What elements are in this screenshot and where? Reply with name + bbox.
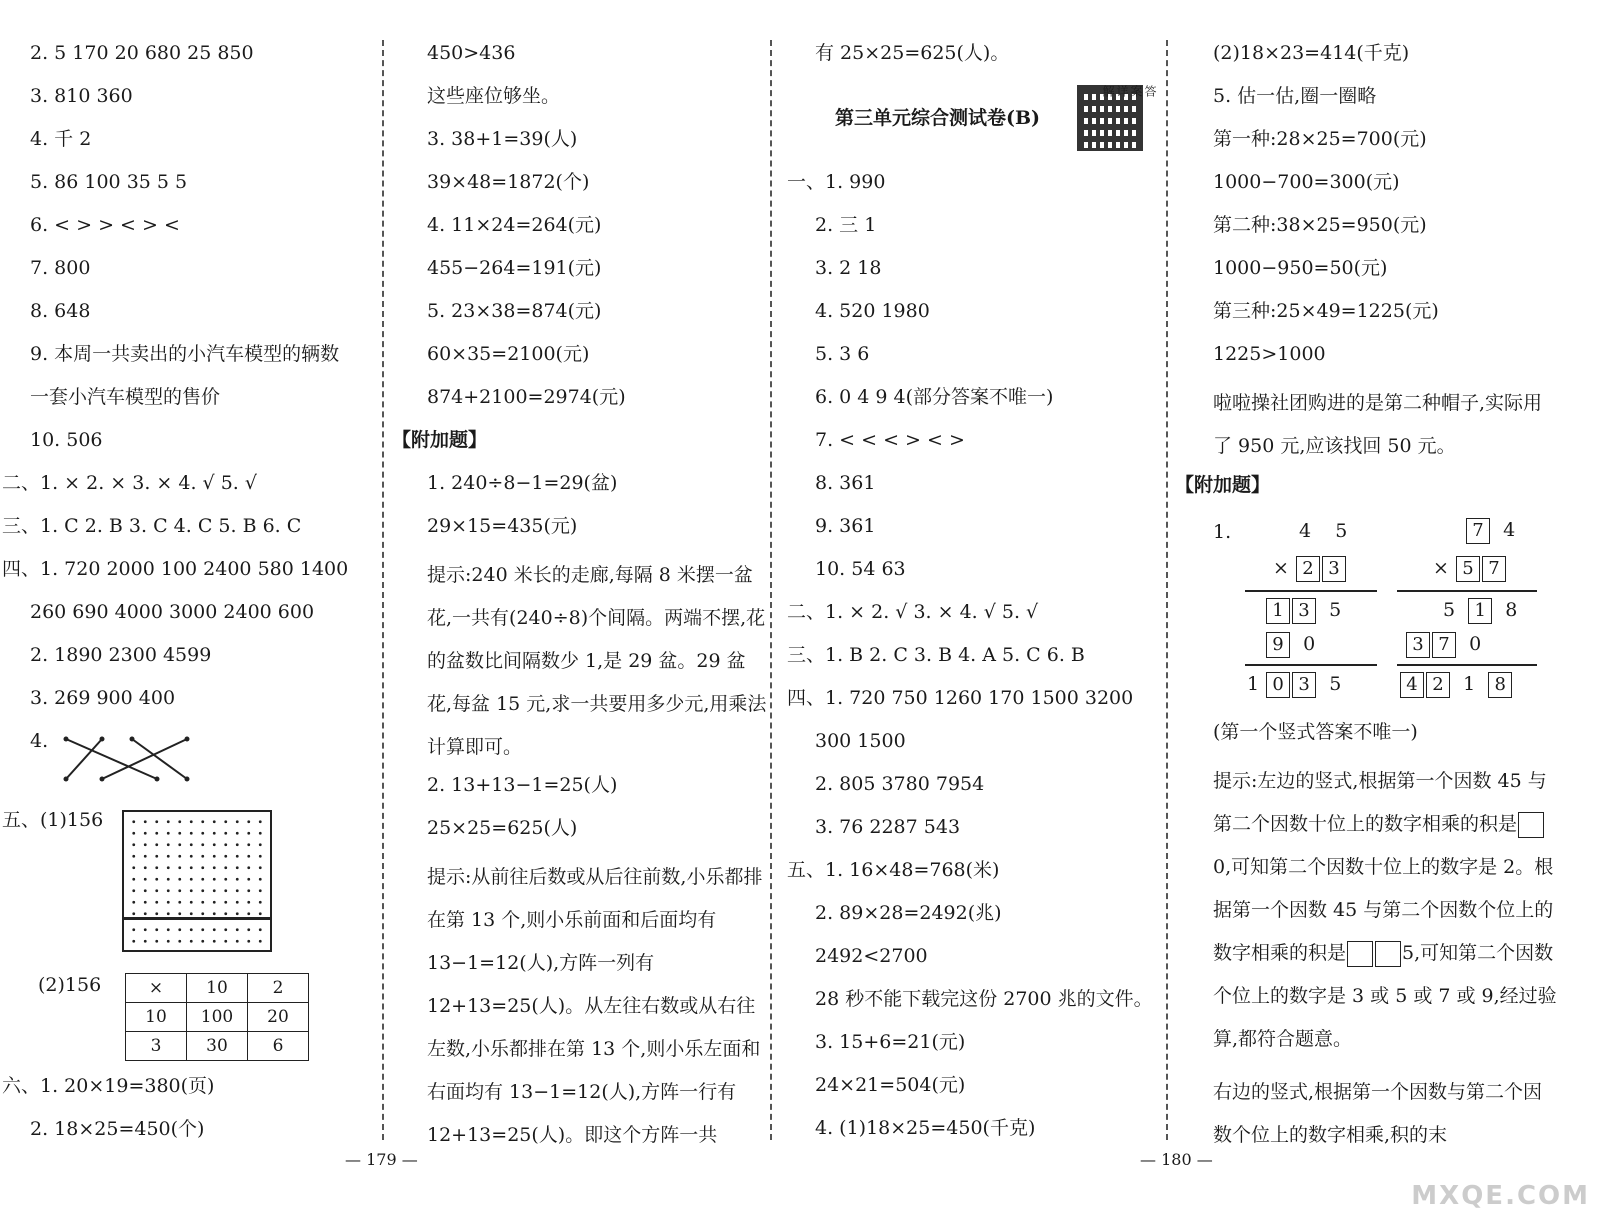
answer-line: 2. 1890 2300 4599 bbox=[30, 644, 212, 666]
column-divider bbox=[382, 40, 384, 1140]
answer-line: 2. 13+13−1=25(人) bbox=[427, 774, 618, 796]
filled-box: 5 bbox=[1456, 556, 1480, 582]
answer-paragraph: 啦啦操社团购进的是第二种帽子,实际用了 950 元,应该找回 50 元。 bbox=[1213, 392, 1543, 457]
table-cell: 6 bbox=[248, 1032, 309, 1061]
answer-line: 第二种:38×25=950(元) bbox=[1213, 214, 1427, 236]
table-cell: 100 bbox=[187, 1003, 248, 1032]
answer-line: 10. 506 bbox=[30, 429, 103, 451]
answer-line: 3. 38+1=39(人) bbox=[427, 128, 578, 150]
matching-lines-figure bbox=[62, 735, 192, 785]
table-cell: 10 bbox=[187, 974, 248, 1003]
multiplication-table bbox=[125, 973, 309, 1061]
answer-line: 有 25×25=625(人)。 bbox=[815, 42, 1010, 64]
digit: 0 bbox=[1469, 633, 1482, 655]
hint-paragraph bbox=[1213, 760, 1558, 1061]
answer-line: 39×48=1872(个) bbox=[427, 171, 590, 193]
answer-line: 1000−700=300(元) bbox=[1213, 171, 1400, 193]
answer-line: 455−264=191(元) bbox=[427, 257, 602, 279]
filled-box: 0 bbox=[1266, 672, 1290, 698]
answer-line: 8. 361 bbox=[815, 472, 876, 494]
answer-line: 7. 800 bbox=[30, 257, 91, 279]
filled-box: 9 bbox=[1266, 632, 1290, 658]
answer-line: 260 690 4000 3000 2400 600 bbox=[30, 601, 315, 623]
dot-array-figure bbox=[122, 810, 272, 919]
hint-text: 提示:左边的竖式,根据第一个因数 45 与第二个因数十位上的数字相乘的积是 bbox=[1213, 770, 1547, 835]
filled-box: 8 bbox=[1488, 672, 1512, 698]
table-cell: 2 bbox=[248, 974, 309, 1003]
answer-line: 2. 805 3780 7954 bbox=[815, 773, 985, 795]
answer-line: 10. 54 63 bbox=[815, 558, 906, 580]
answer-line: 7. < < < > < > bbox=[815, 429, 965, 451]
table-cell: 30 bbox=[187, 1032, 248, 1061]
answer-line: 24×21=504(元) bbox=[815, 1074, 966, 1096]
answer-line: 一套小汽车模型的售价 bbox=[30, 386, 221, 408]
answer-line: 3. 269 900 400 bbox=[30, 687, 176, 709]
empty-box bbox=[1375, 941, 1401, 967]
answer-line: 1. bbox=[1213, 521, 1232, 543]
page-number: — 179 — bbox=[345, 1150, 418, 1169]
digit: 1 bbox=[1463, 673, 1476, 695]
answer-line: 2. 89×28=2492(兆) bbox=[815, 902, 1002, 924]
answer-line: 三、1. C 2. B 3. C 4. C 5. B 6. C bbox=[2, 515, 302, 537]
answer-line: 8. 648 bbox=[30, 300, 91, 322]
digit: 1 bbox=[1247, 673, 1260, 695]
qr-label: 答案详解 bbox=[1101, 85, 1157, 97]
times-sign: × bbox=[1273, 557, 1289, 579]
section-title: 第三单元综合测试卷(B) bbox=[835, 107, 1041, 129]
answer-line: 874+2100=2974(元) bbox=[427, 386, 626, 408]
answer-line: 5. 估一估,圈一圈略 bbox=[1213, 85, 1377, 107]
filled-box: 3 bbox=[1292, 672, 1316, 698]
filled-box: 3 bbox=[1322, 556, 1346, 582]
answer-line: 四、1. 720 750 1260 170 1500 3200 bbox=[787, 687, 1134, 709]
answer-line: 2492<2700 bbox=[815, 945, 928, 967]
table-cell: 10 bbox=[126, 1003, 187, 1032]
page-number: — 180 — bbox=[1140, 1150, 1213, 1169]
answer-line: 3. 15+6=21(元) bbox=[815, 1031, 966, 1053]
digit: 4 bbox=[1299, 520, 1312, 542]
digit: 5 bbox=[1443, 599, 1456, 621]
dot-array-figure bbox=[122, 918, 272, 952]
answer-line: 1. 240÷8−1=29(盆) bbox=[427, 472, 618, 494]
digit: 4 bbox=[1503, 519, 1516, 541]
answer-line: 5. 86 100 35 5 5 bbox=[30, 171, 188, 193]
answer-line: 2. 5 170 20 680 25 850 bbox=[30, 42, 254, 64]
answer-line: 三、1. B 2. C 3. B 4. A 5. C 6. B bbox=[787, 644, 1085, 666]
answer-line: 1000−950=50(元) bbox=[1213, 257, 1388, 279]
answer-line: 29×15=435(元) bbox=[427, 515, 578, 537]
answer-line: (2)18×23=414(千克) bbox=[1213, 42, 1410, 64]
answer-line: 3. 810 360 bbox=[30, 85, 133, 107]
column-divider bbox=[1166, 40, 1168, 1140]
answer-line: 3. 2 18 bbox=[815, 257, 882, 279]
answer-line: (第一个竖式答案不唯一) bbox=[1213, 721, 1418, 743]
answer-line: 6. 0 4 9 4(部分答案不唯一) bbox=[815, 386, 1054, 408]
times-sign: × bbox=[1433, 557, 1449, 579]
filled-box: 3 bbox=[1406, 632, 1430, 658]
table-cell: × bbox=[126, 974, 187, 1003]
empty-box bbox=[1518, 812, 1544, 838]
filled-box: 7 bbox=[1432, 632, 1456, 658]
answer-line: 5. 3 6 bbox=[815, 343, 870, 365]
answer-line: 4. 千 2 bbox=[30, 128, 92, 150]
digit: 8 bbox=[1505, 599, 1518, 621]
section-heading: 【附加题】 bbox=[392, 429, 488, 451]
answer-line: 五、1. 16×48=768(米) bbox=[787, 859, 1000, 881]
hint-paragraph: 提示:240 米长的走廊,每隔 8 米摆一盆花,一共有(240÷8)个间隔。两端不摆,花的盆数比间隔数少 1,是 29 盆。29 盆花,每盆 15 元,求一共要用多少元,用乘法计算即可。 bbox=[427, 564, 767, 758]
answer-line: 1225>1000 bbox=[1213, 343, 1326, 365]
answer-line: 五、(1)156 bbox=[2, 809, 104, 831]
filled-box: 7 bbox=[1466, 518, 1490, 544]
filled-box: 7 bbox=[1482, 556, 1506, 582]
answer-line: 4. 520 1980 bbox=[815, 300, 930, 322]
answer-line: 60×35=2100(元) bbox=[427, 343, 590, 365]
digit: 5 bbox=[1335, 520, 1348, 542]
answer-line: 28 秒不能下载完这份 2700 兆的文件。 bbox=[815, 988, 1153, 1010]
filled-box: 4 bbox=[1400, 672, 1424, 698]
answer-line: 一、1. 990 bbox=[787, 171, 886, 193]
hint-text: 0,可知第二个因数十位上的数字是 2。根据第一个因数 45 与第二个因数个位上的数字相乘的积是 bbox=[1213, 856, 1554, 964]
filled-box: 1 bbox=[1266, 598, 1290, 624]
answer-line: 3. 76 2287 543 bbox=[815, 816, 961, 838]
answer-line: 450>436 bbox=[427, 42, 516, 64]
table-cell: 3 bbox=[126, 1032, 187, 1061]
answer-line: 四、1. 720 2000 100 2400 580 1400 bbox=[2, 558, 349, 580]
answer-line: 5. 23×38=874(元) bbox=[427, 300, 602, 322]
digit: 0 bbox=[1303, 633, 1316, 655]
answer-line: 9. 本周一共卖出的小汽车模型的辆数 bbox=[30, 343, 340, 365]
answer-line: (2)156 bbox=[38, 974, 102, 996]
table-cell: 20 bbox=[248, 1003, 309, 1032]
watermark: MXQE.COM bbox=[1411, 1181, 1590, 1211]
answer-line: 300 1500 bbox=[815, 730, 906, 752]
filled-box: 3 bbox=[1292, 598, 1316, 624]
digit: 5 bbox=[1329, 673, 1342, 695]
answer-line: 2. 三 1 bbox=[815, 214, 877, 236]
empty-box bbox=[1347, 941, 1373, 967]
section-heading: 【附加题】 bbox=[1175, 474, 1271, 496]
answer-line: 六、1. 20×19=380(页) bbox=[2, 1075, 215, 1097]
filled-box: 2 bbox=[1296, 556, 1320, 582]
answer-line: 2. 18×25=450(个) bbox=[30, 1118, 205, 1140]
answer-line: 这些座位够坐。 bbox=[427, 85, 561, 107]
answer-line: 25×25=625(人) bbox=[427, 817, 578, 839]
filled-box: 1 bbox=[1468, 598, 1492, 624]
hint-paragraph: 提示:从前往后数或从后往前数,小乐都排在第 13 个,则小乐前面和后面均有 13−1=12(人),方阵一列有 12+13=25(人)。从左往右数或从右往左数,小乐都排在第 13 个,则小乐左面和右面均有 13−1=12(人),方阵一行有 12+13=25(人)。即这个方阵一共 bbox=[427, 866, 763, 1146]
answer-line: 二、1. × 2. × 3. × 4. √ 5. √ bbox=[2, 472, 257, 494]
hint-text: 5,可知第二个因数个位上的数字是 3 或 5 或 7 或 9,经过验算,都符合题意。 bbox=[1213, 942, 1557, 1050]
answer-line: 第三种:25×49=1225(元) bbox=[1213, 300, 1439, 322]
answer-line: 第一种:28×25=700(元) bbox=[1213, 128, 1427, 150]
column-divider bbox=[770, 40, 772, 1140]
answer-line: 4. bbox=[30, 730, 49, 752]
answer-line: 4. (1)18×25=450(千克) bbox=[815, 1117, 1036, 1139]
answer-line: 4. 11×24=264(元) bbox=[427, 214, 602, 236]
digit: 5 bbox=[1329, 599, 1342, 621]
answer-line: 9. 361 bbox=[815, 515, 876, 537]
answer-line: 6. < > > < > < bbox=[30, 214, 180, 236]
hint-paragraph: 右边的竖式,根据第一个因数与第二个因数个位上的数字相乘,积的末 bbox=[1213, 1081, 1543, 1146]
answer-line: 二、1. × 2. √ 3. × 4. √ 5. √ bbox=[787, 601, 1039, 623]
filled-box: 2 bbox=[1426, 672, 1450, 698]
